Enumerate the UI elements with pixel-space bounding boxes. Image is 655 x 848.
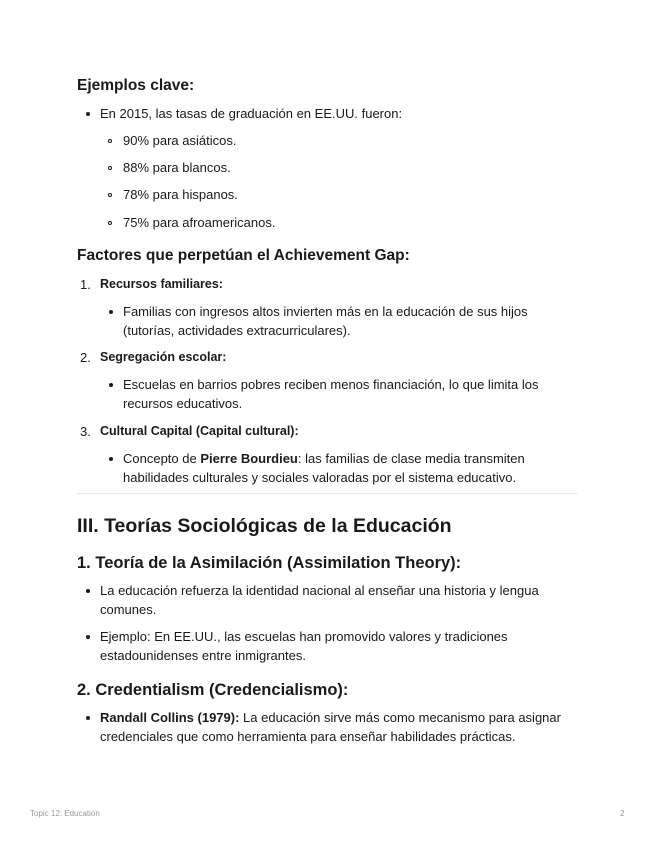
body-text-line: estadounidenses entre inmigrantes. — [100, 648, 306, 663]
heading-asimilacion: 1. Teoría de la Asimilación (Assimilation Theory): — [77, 554, 462, 572]
factor-title-segregacion: Segregación escolar: — [100, 350, 227, 364]
factor-title-cultural-capital: Cultural Capital (Capital cultural): — [100, 424, 299, 438]
list-number: 2. — [80, 350, 91, 365]
footer-topic: Topic 12: Education — [30, 809, 100, 818]
body-text-line: comunes. — [100, 602, 157, 617]
text-bourdieu: Pierre Bourdieu — [200, 451, 298, 466]
bullet-dot — [86, 589, 90, 593]
body-text-line: La educación refuerza la identidad nacional al enseñar una historia y lengua — [100, 583, 539, 598]
factor-text-line — [123, 449, 525, 469]
text-credentialism: La educación sirve más como mecanismo para asignar — [239, 710, 561, 725]
sub-bullet-circle — [108, 221, 112, 225]
section-heading-teorias: III. Teorías Sociológicas de la Educación — [77, 515, 452, 537]
heading-credentialism: 2. Credentialism (Credencialismo): — [77, 681, 349, 699]
list-number: 3. — [80, 424, 91, 439]
list-item-blancos: 88% para blancos. — [123, 160, 231, 175]
sub-bullet-circle — [108, 139, 112, 143]
text-randall-collins: Randall Collins (1979): — [100, 710, 240, 725]
list-number: 1. — [80, 277, 91, 292]
factor-text-line: (tutorías, actividades extracurriculares). — [123, 323, 351, 338]
text-post: : las familias de clase media transmiten — [297, 451, 525, 466]
list-item-intro: En 2015, las tasas de graduación en EE.UU. fueron: — [100, 106, 403, 121]
list-item-afroamericanos: 75% para afroamericanos. — [123, 215, 276, 230]
factor-text-line: recursos educativos. — [123, 396, 243, 411]
bullet-dot — [109, 457, 113, 461]
factor-text-line: Familias con ingresos altos invierten más en la educación de sus hijos — [123, 304, 528, 319]
factor-text-line: Escuelas en barrios pobres reciben menos financiación, lo que limita los — [123, 377, 539, 392]
bullet-dot — [109, 310, 113, 314]
bullet-dot — [86, 112, 90, 116]
list-item-asiaticos: 90% para asiáticos. — [123, 133, 237, 148]
body-text-line — [100, 708, 561, 728]
factor-text-line: habilidades culturales y sociales valoradas por el sistema educativo. — [123, 470, 517, 485]
footer-page-number: 2 — [620, 809, 625, 818]
bullet-dot — [86, 635, 90, 639]
heading-ejemplos-clave: Ejemplos clave: — [77, 77, 195, 94]
factor-title-recursos: Recursos familiares: — [100, 277, 223, 291]
divider — [77, 493, 578, 494]
bullet-dot — [86, 716, 90, 720]
heading-factores: Factores que perpetúan el Achievement Gap: — [77, 247, 410, 264]
body-text-line: credenciales que como herramienta para enseñar habilidades prácticas. — [100, 729, 516, 744]
sub-bullet-circle — [108, 166, 112, 170]
sub-bullet-circle — [108, 193, 112, 197]
text-pre: Concepto de — [123, 451, 201, 466]
list-item-hispanos: 78% para hispanos. — [123, 187, 238, 202]
bullet-dot — [109, 383, 113, 387]
body-text-line: Ejemplo: En EE.UU., las escuelas han promovido valores y tradiciones — [100, 629, 508, 644]
